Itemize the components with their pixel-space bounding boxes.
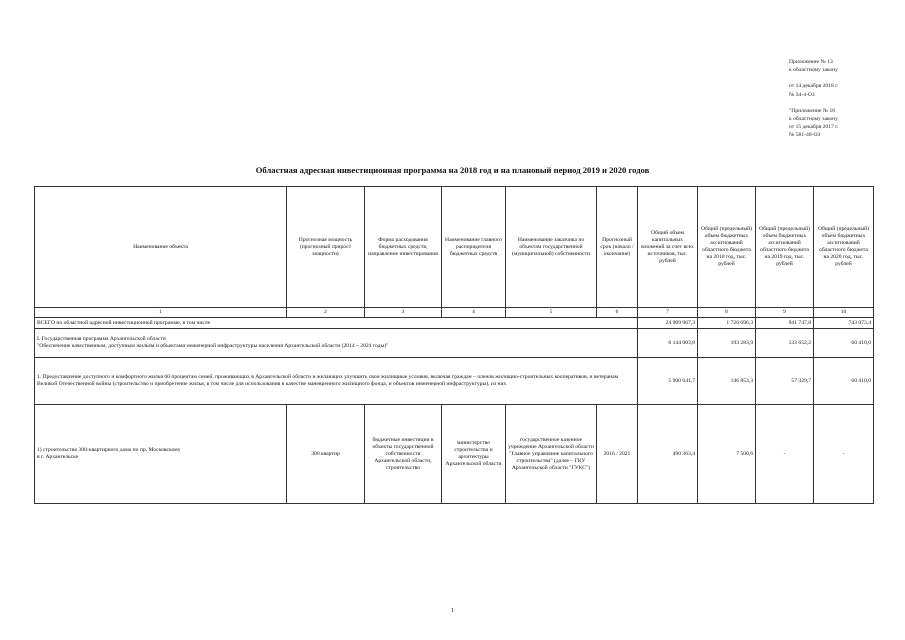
cell-value: 57 329,7 (756, 358, 814, 405)
appendix-line: к областному закону (789, 116, 838, 123)
column-number: 8 (698, 308, 756, 318)
table-row-object (35, 405, 874, 504)
column-header: Прогнозный срок (начало / окончание) (597, 187, 638, 308)
column-header: Общий (предельный) объем бюджетных ассигнований областного бюджета на 2018 год, тыс. рублей (698, 187, 756, 308)
column-number: 5 (506, 308, 597, 318)
object-form: бюджетные инвестиции в объекты государственной собственности Архангельской области, строительство (365, 405, 442, 504)
cell-value: 941 747,8 (756, 318, 814, 329)
column-header: Наименование заказчика по объектам государственной (муниципальной) собственности (506, 187, 597, 308)
column-number: 2 (287, 308, 365, 318)
object-name-line: 1) строительство 300-квартирного дома по пр. Московскому (37, 447, 181, 453)
column-number: 6 (597, 308, 638, 318)
appendix-line: № 34-4-ОЗ (789, 91, 815, 98)
column-number: 10 (814, 308, 874, 318)
row-name: 1. Предоставление доступного и комфортного жилья 60 процентам семей, проживающих в Архангельской области и желающих улучшить свои жилищные условия, включая граждан – членов жилищно-строительных кооперативов, и ветеранам Великой Отечественной войны (строительство и приобретение жилья, в том числе для использования в качестве маневренного жилищного фонда, и объектов инженерной инфраструктуры), из них (35, 358, 638, 405)
object-name (35, 405, 287, 504)
cell-value: 7 500,6 (698, 405, 756, 504)
cell-value: 60 410,0 (814, 329, 874, 358)
appendix-line: от 14 декабря 2018 г. (789, 83, 839, 90)
cell-value: 133 652,2 (756, 329, 814, 358)
table-row-state-program (35, 329, 874, 358)
cell-value: 146 853,3 (698, 358, 756, 405)
column-header: Общий (предельный) объем бюджетных ассигнований областного бюджета на 2020 год, тыс. рублей (814, 187, 874, 308)
cell-value: 193 283,9 (698, 329, 756, 358)
document-title: Областная адресная инвестиционная программа на 2018 год и на плановый период 2019 и 2020 годов (255, 165, 650, 175)
appendix-line: от 15 декабря 2017 г. (789, 124, 839, 131)
column-number-row (35, 308, 874, 318)
page-number: 1 (450, 607, 455, 614)
appendix-line: № 581-40-ОЗ (789, 132, 821, 139)
object-name-line: в г. Архангельске (37, 454, 79, 460)
column-number: 3 (365, 308, 442, 318)
cell-value: - (814, 405, 874, 504)
row-name-line: "Обеспечение качественным, доступным жильем и объектами инженерной инфраструктуры населения Архангельской области (2014 – 2024 годы)" (37, 343, 389, 349)
object-capacity: 300 квартир (287, 405, 365, 504)
cell-value: - (756, 405, 814, 504)
appendix-line: Приложение № 13 (789, 59, 833, 65)
cell-value: 6 144 003,8 (638, 329, 698, 358)
cell-value: 490 363,4 (638, 405, 698, 504)
column-number: 4 (442, 308, 506, 318)
column-header: Наименование объекта (35, 187, 287, 308)
cell-value: 24 909 967,3 (638, 318, 698, 329)
column-header: Общий (предельный) объем бюджетных ассигнований областного бюджета на 2019 год, тыс. рублей (756, 187, 814, 308)
column-number: 1 (35, 308, 287, 318)
object-customer: государственное казенное учреждение Архангельской области "Главное управление капитального строительства" (далее – ГКУ Архангельской области "ГУКС") (506, 405, 597, 504)
column-number: 7 (638, 308, 698, 318)
column-header: Прогнозная мощность (прогнозный прирост мощности) (287, 187, 365, 308)
table-row-direction (35, 358, 874, 405)
table-row-total (35, 318, 874, 329)
row-name: ВСЕГО по областной адресной инвестиционной программе, в том числе (35, 318, 638, 329)
appendix-line: к областному закону (789, 67, 838, 74)
appendix-note (789, 58, 838, 140)
column-header: Наименование главного распорядителя бюджетных средств (442, 187, 506, 308)
cell-value: 60 410,0 (814, 358, 874, 405)
row-name-line: I. Государственная программа Архангельской области (37, 336, 166, 342)
object-term: 2016 / 2021 (597, 405, 638, 504)
cell-value: 5 900 641,7 (638, 358, 698, 405)
cell-value: 1 726 696,3 (698, 318, 756, 329)
column-number: 9 (756, 308, 814, 318)
appendix-line: "Приложение № 16 (789, 107, 836, 114)
header-row (35, 187, 874, 308)
investment-program-table (34, 186, 874, 504)
cell-value: 743 073,4 (814, 318, 874, 329)
object-manager: министерство строительства и архитектуры Архангельской области (442, 405, 506, 504)
column-header: Форма расходования бюджетных средств, направление инвестирования (365, 187, 442, 308)
column-header: Общий объем капитальных вложений за счет всех источников, тыс. рублей (638, 187, 698, 308)
row-name (35, 329, 638, 358)
